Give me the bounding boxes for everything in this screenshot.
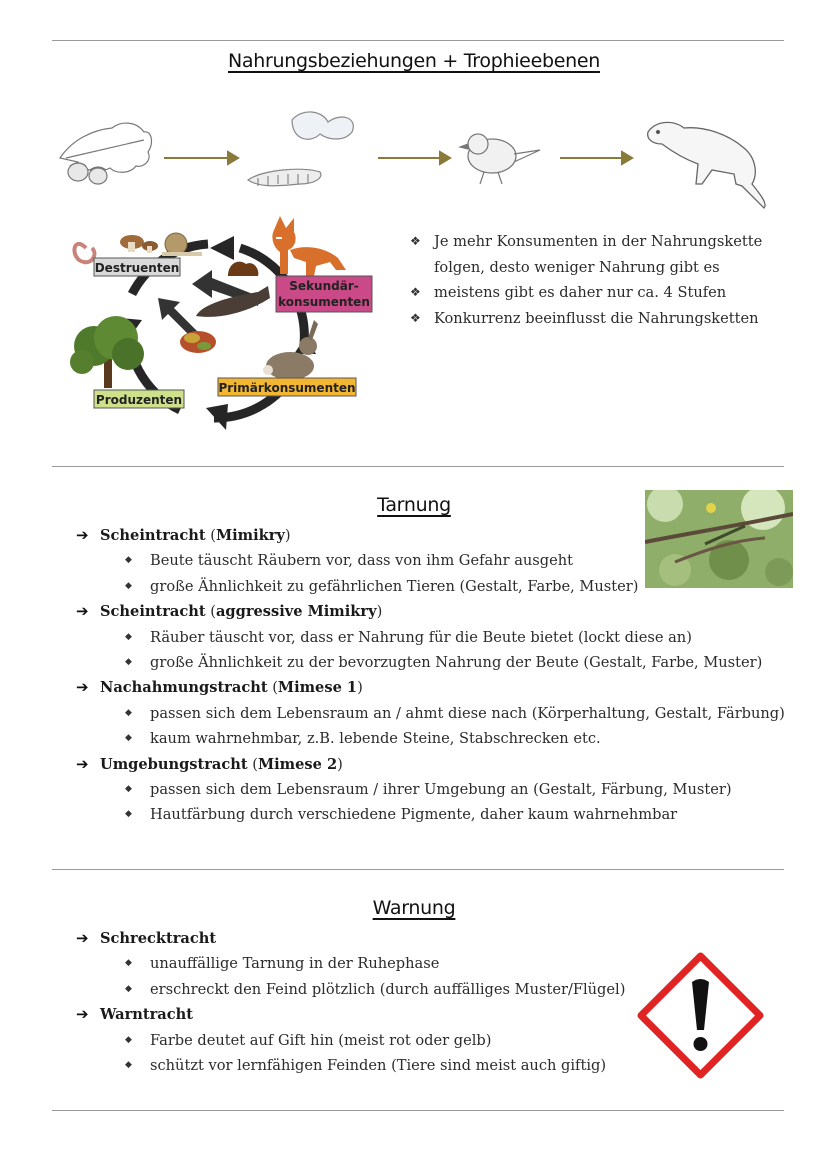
sekundaer-label-1: Sekundär-	[289, 279, 359, 293]
bullet-icon: ◆	[125, 580, 132, 591]
bullet-icon: ◆	[125, 631, 132, 642]
list-item: ◆ unauffällige Tarnung in der Ruhephase	[76, 951, 796, 976]
bullet-icon: ◆	[125, 1059, 132, 1070]
chain-arrow-3	[560, 152, 632, 164]
list-item: ➔ Scheintracht (aggressive Mimikry)	[76, 599, 796, 624]
list-item: ◆ große Ähnlichkeit zu der bevorzugten Nahrung der Beute (Gestalt, Farbe, Muster)	[76, 650, 796, 675]
sekundaer-label-2: konsumenten	[278, 295, 370, 309]
bullet-icon: ◆	[125, 733, 132, 744]
diamond-bullet-icon: ❖	[410, 234, 421, 248]
arrow-right-icon: ➔	[76, 929, 89, 947]
food-chain-illustration	[52, 100, 784, 210]
rabbit-icon	[263, 320, 318, 380]
bullet-icon: ◆	[125, 707, 132, 718]
list-item: ◆ Hautfärbung durch verschiedene Pigmente, daher kaum wahrnehmbar	[76, 802, 796, 827]
weasel-icon	[648, 122, 765, 208]
arrow-right-icon: ➔	[76, 526, 89, 544]
chain-arrow-1	[164, 152, 238, 164]
warning-sign-icon	[637, 952, 764, 1079]
list-item: ◆ Beute täuscht Räubern vor, dass von ihm Gefahr ausgeht	[76, 548, 796, 573]
divider-1	[52, 466, 784, 467]
divider-top	[52, 40, 784, 41]
worm-icon	[74, 244, 94, 262]
bullet-icon: ◆	[125, 656, 132, 667]
tree-icon	[70, 316, 144, 388]
diamond-bullet-icon: ❖	[410, 310, 421, 325]
destruenten-label: Destruenten	[94, 261, 180, 275]
bullet-icon: ◆	[125, 809, 132, 820]
list-item: ❖ Konkurrenz beeinflusst die Nahrungsketten	[410, 306, 790, 332]
arrow-right-icon: ➔	[76, 754, 89, 773]
leaf-litter-icon	[180, 331, 216, 353]
list-item: ◆ passen sich dem Lebensraum an / ahmt diese nach (Körperhaltung, Gestalt, Färbung)	[76, 701, 796, 726]
oak-leaf-icon	[60, 123, 151, 184]
bullet-icon: ◆	[125, 1034, 132, 1045]
diamond-bullet-icon: ❖	[410, 285, 421, 299]
produzenten-label: Produzenten	[95, 393, 183, 407]
list-item: ◆ große Ähnlichkeit zu gefährlichen Tieren (Gestalt, Farbe, Muster)	[76, 574, 796, 599]
primaer-label: Primärkonsumenten	[218, 381, 356, 395]
section-title-warnung: Warnung	[372, 897, 456, 919]
arrow-right-icon: ➔	[76, 678, 89, 697]
food-chain-notes	[410, 229, 790, 331]
bullet-icon: ◆	[125, 983, 132, 994]
divider-2	[52, 869, 784, 870]
bullet-icon: ◆	[125, 555, 132, 566]
list-item: ❖ meistens gibt es daher nur ca. 4 Stufen	[410, 280, 790, 306]
list-item: ◆ kaum wahrnehmbar, z.B. lebende Steine, Stabschrecken etc.	[76, 726, 796, 751]
arrow-right-icon: ➔	[76, 1005, 89, 1024]
caterpillar-butterfly-icon	[248, 112, 353, 186]
list-item: ◆ Farbe deutet auf Gift hin (meist rot oder gelb)	[76, 1028, 796, 1053]
dung-icon	[228, 262, 258, 276]
bird-icon	[460, 134, 540, 184]
tarnung-list	[76, 523, 796, 828]
fox-icon	[272, 216, 346, 276]
divider-bottom	[52, 1110, 784, 1111]
bullet-icon: ◆	[125, 958, 132, 969]
list-item: ➔ Scheintracht (Mimikry)	[76, 523, 796, 548]
arrow-right-icon: ➔	[76, 602, 89, 621]
list-item: ◆ schützt vor lernfähigen Feinden (Tiere sind meist auch giftig)	[76, 1053, 796, 1078]
list-item: ➔ Warntracht	[76, 1002, 796, 1027]
mushroom-icon	[120, 235, 158, 253]
list-item: ➔ Nachahmungstracht (Mimese 1)	[76, 675, 796, 700]
list-item: ❖ Je mehr Konsumenten in der Nahrungskette folgen, desto weniger Nahrung gibt es	[410, 229, 790, 280]
list-item: ➔ Umgebungstracht (Mimese 2)	[76, 752, 796, 777]
bullet-icon: ◆	[125, 783, 132, 794]
list-item: ◆ erschreckt den Feind plötzlich (durch auffälliges Muster/Flügel)	[76, 977, 796, 1002]
list-item: ◆ passen sich dem Lebensraum / ihrer Umgebung an (Gestalt, Färbung, Muster)	[76, 777, 796, 802]
section-title-tarnung: Tarnung	[377, 494, 451, 516]
section-title-food-relations: Nahrungsbeziehungen + Trophieebenen	[228, 50, 600, 72]
list-item: ◆ Räuber täuscht vor, dass er Nahrung für die Beute bietet (lockt diese an)	[76, 625, 796, 650]
chain-arrow-2	[378, 152, 450, 164]
list-item: ➔ Schrecktracht	[76, 926, 796, 951]
trophic-cycle-diagram	[62, 214, 382, 436]
